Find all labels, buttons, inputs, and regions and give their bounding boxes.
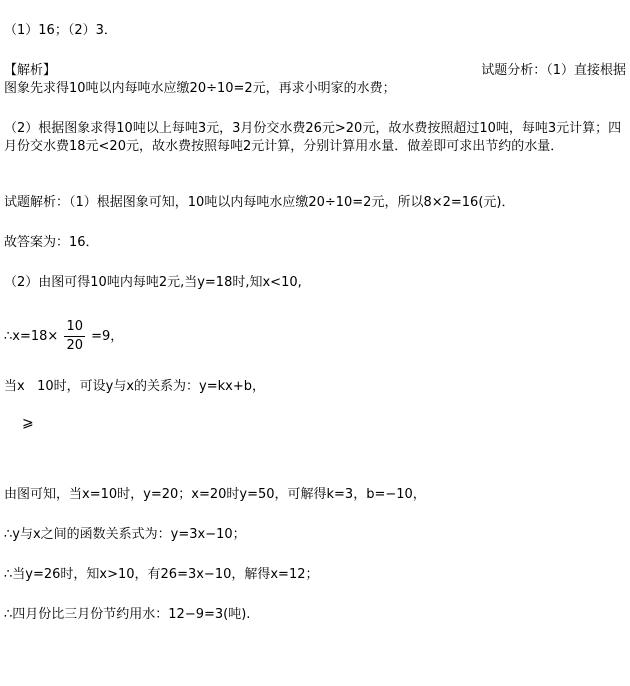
analysis-heading: 【解析】 <box>4 63 57 78</box>
fraction <box>64 318 85 355</box>
function-line: ∴y与x之间的函数关系式为：y=3x−10； <box>4 527 246 542</box>
graph-values-line: 由图可知，当x=10时，y=20；x=20时y=50，可解得k=3，b=−10， <box>4 487 426 502</box>
solution-paragraph-1: 试题解析：（1）根据图象可知，10吨以内每吨水应缴20÷10=2元，所以8×2=16(元)． <box>4 195 515 210</box>
analysis-label: 试题分析：（1）直接根据 <box>481 63 626 78</box>
relation-line: 当x 10时，可设y与x的关系为：y=kx+b， <box>4 379 265 394</box>
calc-prefix: ∴x=18× <box>4 329 59 344</box>
calc-suffix: =9， <box>91 329 124 344</box>
answer-summary: （1）16；（2）3． <box>4 23 117 38</box>
fraction-numerator: 10 <box>64 318 85 337</box>
solution-paragraph-2: （2）由图可得10吨内每吨2元,当y=18时,知x<10, <box>4 275 302 290</box>
analysis-paragraph-1: 图象先求得10吨以内每吨水应缴20÷10=2元，再求小明家的水费； <box>4 81 396 96</box>
conclusion-line: ∴四月份比三月份节约用水：12−9=3(吨). <box>4 607 251 622</box>
answer-1: 故答案为：16． <box>4 235 99 250</box>
calculation-line <box>4 318 123 355</box>
analysis-paragraph-2: （2）根据图象求得10吨以上每吨3元，3月份交水费26元>20元，故水费按照超过10吨，每吨3元计算；四月份交水费18元<20元，故水费按照每吨2元计算，分别计算用水量．做差即可求出节约的水量． <box>4 121 622 154</box>
geq-symbol: ⩾ <box>22 415 34 431</box>
y26-line: ∴当y=26时，知x>10，有26=3x−10，解得x=12； <box>4 567 319 582</box>
fraction-denominator: 20 <box>66 338 83 353</box>
